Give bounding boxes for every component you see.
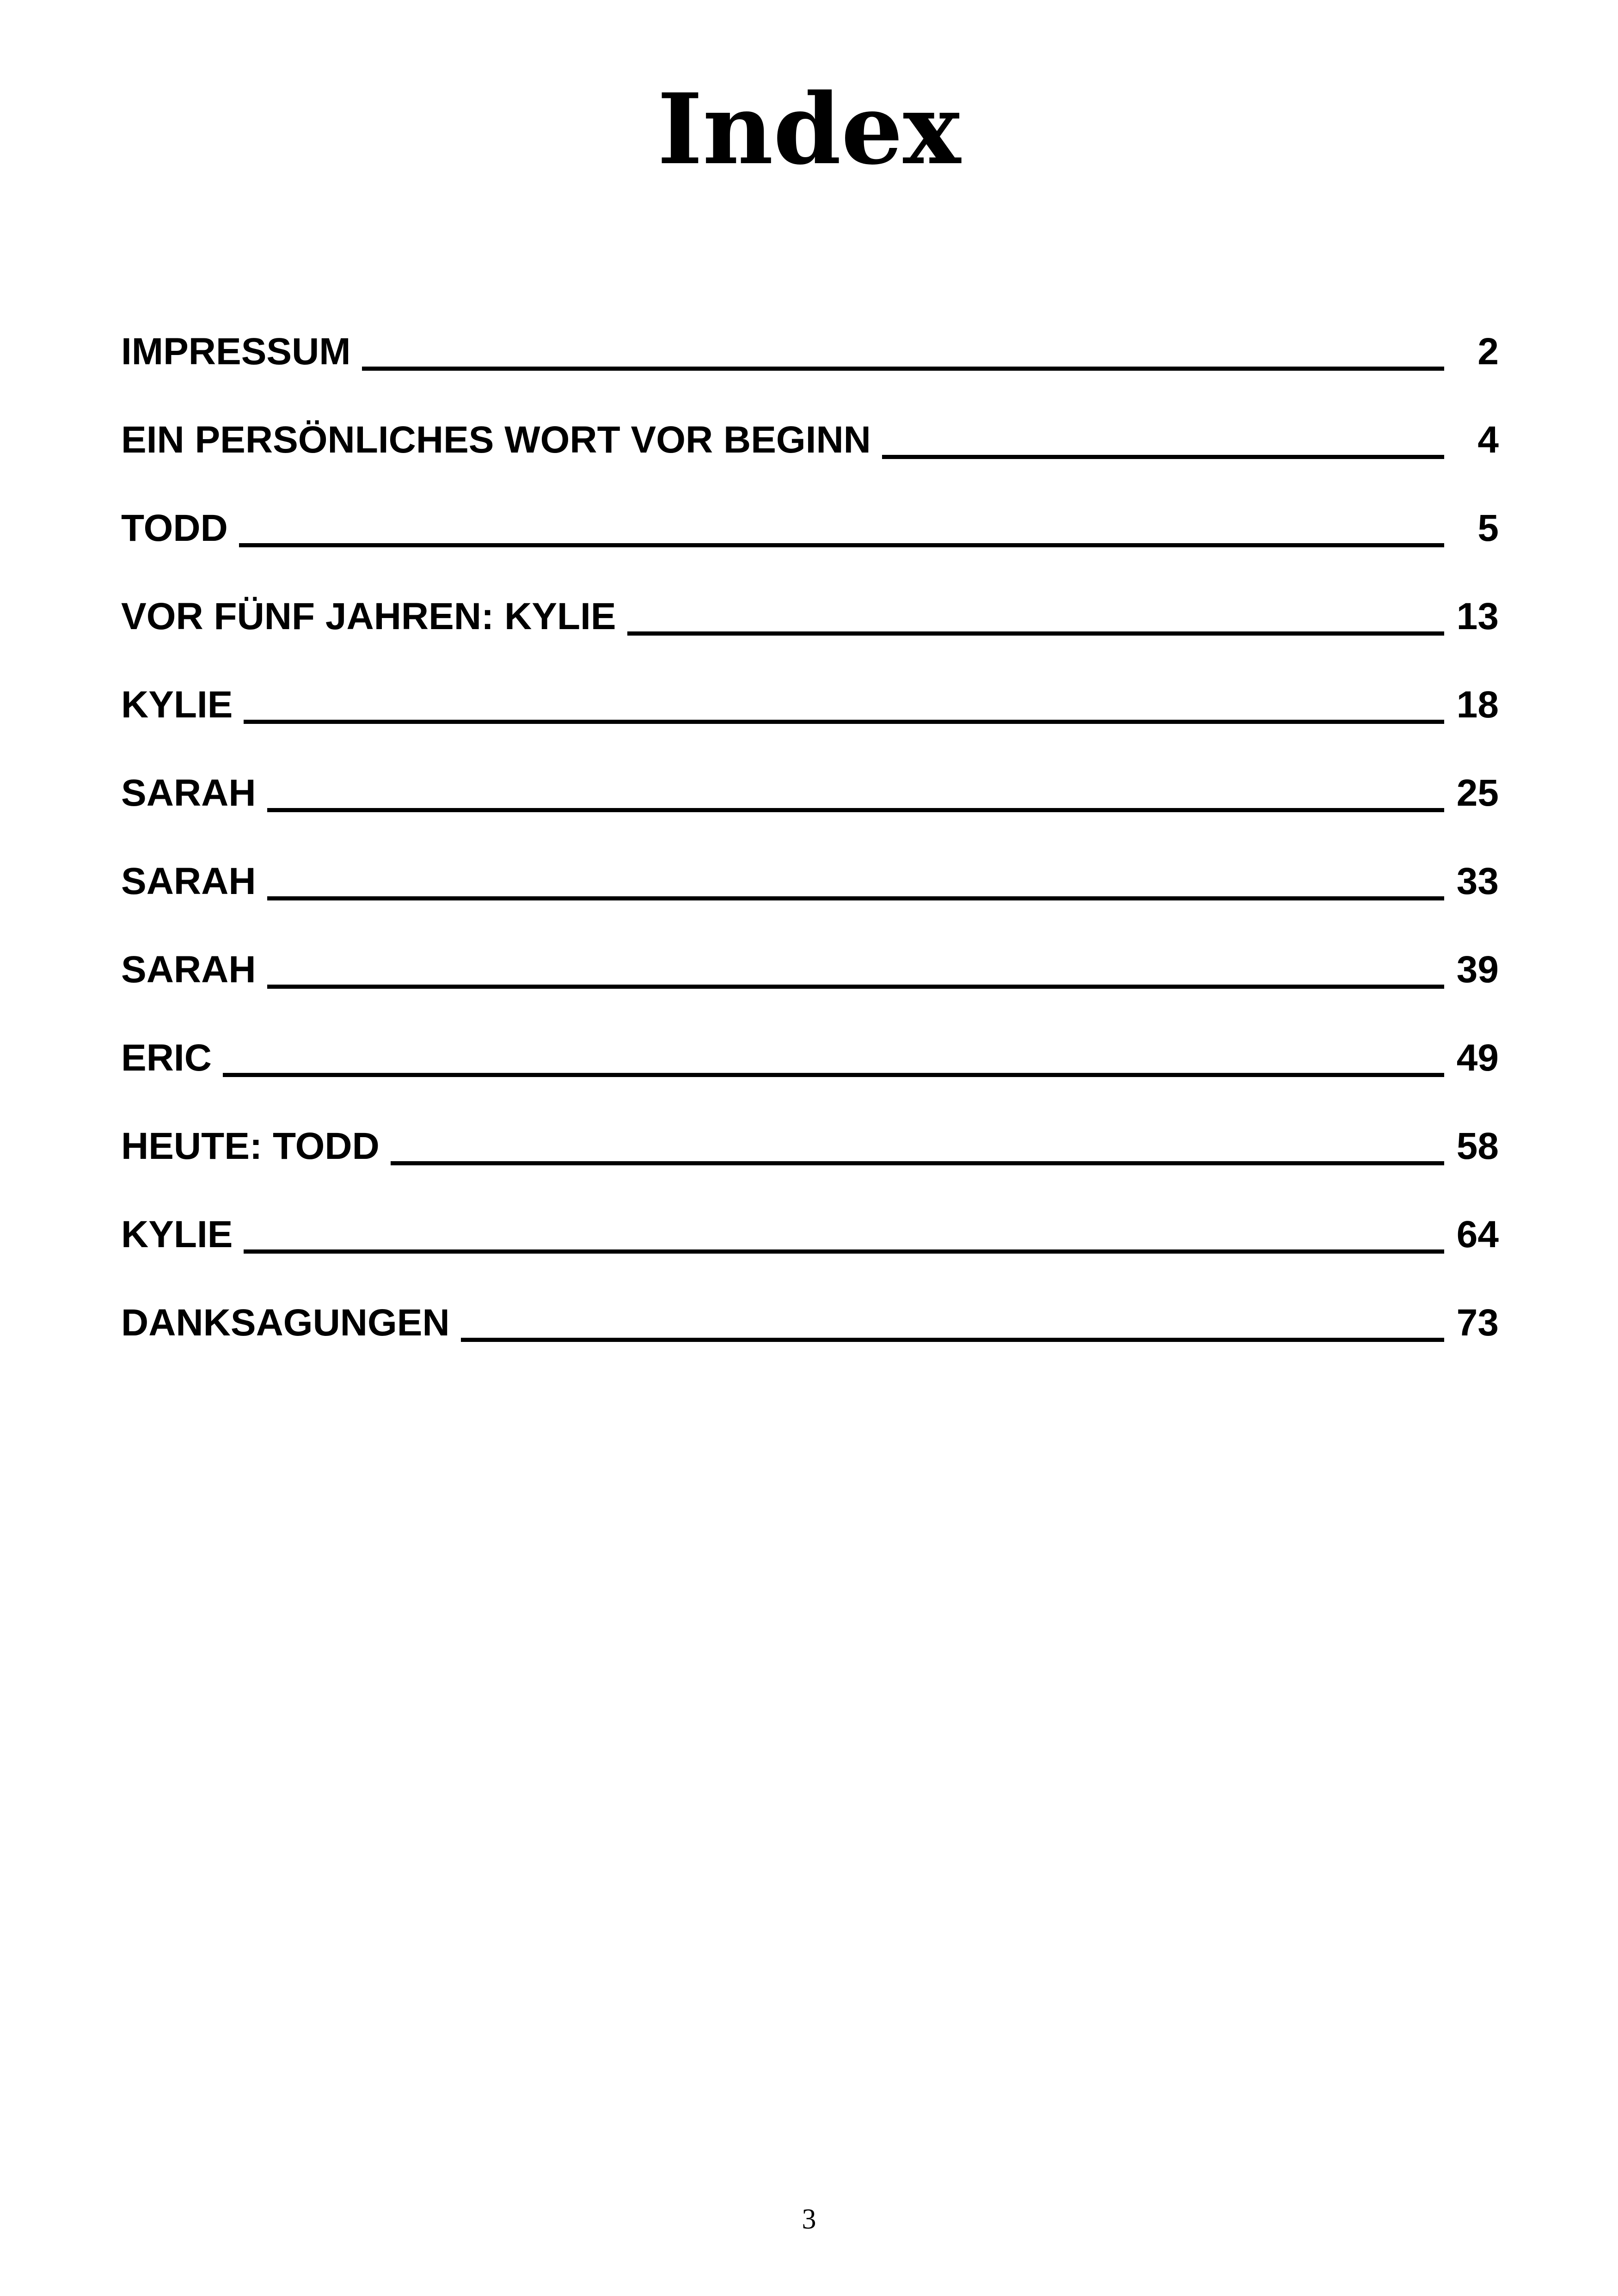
toc-entry[interactable] [121, 686, 1499, 774]
toc-entry[interactable] [121, 1127, 1499, 1216]
toc-entry[interactable] [121, 774, 1499, 863]
toc-entry-title: ERIC [121, 1037, 212, 1079]
toc-entry[interactable] [121, 333, 1499, 421]
toc-entry-page: 49 [1456, 1037, 1499, 1079]
toc-entry-title: SARAH [121, 772, 256, 814]
toc-entry[interactable] [121, 509, 1499, 598]
toc-leader-line [391, 1161, 1444, 1165]
toc-leader-line [267, 808, 1444, 812]
toc-entry-title: DANKSAGUNGEN [121, 1302, 450, 1344]
page-number: 3 [802, 2204, 816, 2235]
toc-leader-line [627, 631, 1444, 636]
toc-entry-title: KYLIE [121, 684, 233, 726]
toc-leader-line [239, 543, 1444, 547]
toc-entry-page: 25 [1456, 772, 1499, 814]
toc-leader-line [267, 985, 1444, 989]
toc-entry-title: EIN PERSÖNLICHES WORT VOR BEGINN [121, 419, 871, 461]
table-of-contents [121, 333, 1499, 1392]
toc-entry[interactable] [121, 595, 1499, 686]
toc-entry-page: 5 [1477, 507, 1499, 549]
toc-leader-line [244, 720, 1444, 724]
toc-entry[interactable] [121, 860, 1499, 951]
toc-entry[interactable] [121, 421, 1499, 509]
toc-entry-title: VOR FÜNF JAHREN: KYLIE [121, 595, 616, 637]
toc-entry-title: HEUTE: TODD [121, 1125, 380, 1167]
toc-leader-line [362, 367, 1444, 371]
toc-entry-page: 58 [1456, 1125, 1499, 1167]
toc-entry-page: 33 [1456, 860, 1499, 902]
toc-entry[interactable] [121, 951, 1499, 1039]
toc-entry-title: KYLIE [121, 1213, 233, 1255]
toc-entry-page: 18 [1456, 684, 1499, 726]
toc-entry[interactable] [121, 1039, 1499, 1127]
toc-entry-page: 4 [1477, 419, 1499, 461]
toc-entry-title: TODD [121, 507, 228, 549]
page-title: Index [657, 72, 961, 186]
toc-leader-line [267, 896, 1444, 900]
toc-entry-title: SARAH [121, 860, 256, 902]
toc-entry-page: 13 [1456, 595, 1499, 637]
toc-entry-title: SARAH [121, 949, 256, 991]
toc-leader-line [882, 455, 1444, 459]
toc-entry-page: 73 [1456, 1302, 1499, 1344]
toc-leader-line [244, 1249, 1444, 1254]
toc-entry[interactable] [121, 1304, 1499, 1392]
toc-entry-title: IMPRESSUM [121, 331, 351, 373]
toc-entry-page: 64 [1456, 1213, 1499, 1255]
toc-entry-page: 39 [1456, 949, 1499, 991]
toc-entry[interactable] [121, 1213, 1499, 1304]
toc-leader-line [223, 1073, 1444, 1077]
toc-leader-line [461, 1338, 1444, 1342]
toc-entry-page: 2 [1477, 331, 1499, 373]
